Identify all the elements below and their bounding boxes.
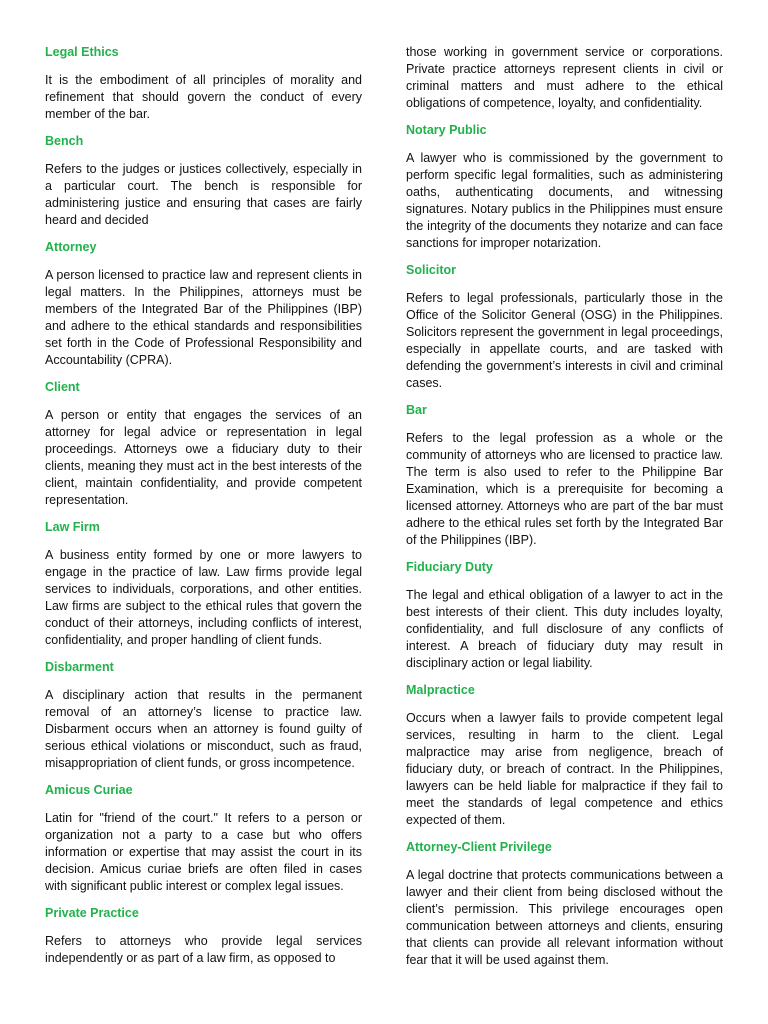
term-heading: Attorney-Client Privilege: [406, 840, 552, 854]
term-definition: The legal and ethical obligation of a lawyer to act in the best interests of their client. This duty includes loyalty, confidentiality, and full disclosure of any conflicts of interest. A breach of fiduciary duty may result in disciplinary action or legal liability.: [406, 588, 723, 670]
term-definition: Occurs when a lawyer fails to provide competent legal services, resulting in harm to the client. Legal malpractice may arise from negligence, breach of fiduciary duty, or breach of contract. In the Philippines, lawyers can be held liable for malpractice if they fail to meet the standards of legal competence and ethics expected of them.: [406, 711, 723, 827]
term-heading: Law Firm: [45, 520, 100, 534]
term-definition: A legal doctrine that protects communications between a lawyer and their client from being disclosed without the client’s permission. This privilege encourages open communication between attorneys and clients, ensuring that clients can provide all relevant information without fear that it will be used against them.: [406, 868, 723, 967]
glossary-entry: [45, 782, 362, 895]
term-heading: Amicus Curiae: [45, 783, 133, 797]
term-heading: Private Practice: [45, 906, 139, 920]
glossary-entry: [45, 659, 362, 772]
term-definition: It is the embodiment of all principles of morality and refinement that should govern the conduct of every member of the bar.: [45, 73, 362, 121]
glossary-entry: [45, 905, 362, 967]
continued-definition: those working in government service or corporations. Private practice attorneys represent clients in civil or criminal matters and must adhere to the ethical obligations of competence, loyalty, and confidentiality.: [406, 45, 723, 110]
term-heading: Fiduciary Duty: [406, 560, 493, 574]
term-definition: A lawyer who is commissioned by the government to perform specific legal formalities, such as administering oaths, authenticating documents, and witnessing signatures. Notary publics in the Philippines must ensure the integrity of the documents they notarize and can face sanctions for improper notarization.: [406, 151, 723, 250]
glossary-entry: [45, 133, 362, 229]
term-heading: Client: [45, 380, 80, 394]
glossary-entry: [45, 379, 362, 509]
term-heading: Bench: [45, 134, 84, 148]
term-definition: A person licensed to practice law and represent clients in legal matters. In the Philippines, attorneys must be members of the Integrated Bar of the Philippines (IBP) and adhere to the ethical standards and responsibilities set forth in the Code of Professional Responsibility and Accountability (CPRA).: [45, 268, 362, 367]
term-definition: Refers to the judges or justices collectively, especially in a particular court. The bench is responsible for administering justice and ensuring that cases are fairly heard and decided: [45, 162, 362, 227]
glossary-entry: [406, 402, 723, 549]
term-heading: Notary Public: [406, 123, 487, 137]
term-definition: A disciplinary action that results in the permanent removal of an attorney’s license to practice law. Disbarment occurs when an attorney is found guilty of serious ethical violations or misconduct, such as fraud, misappropriation of client funds, or gross incompetence.: [45, 688, 362, 770]
term-heading: Solicitor: [406, 263, 457, 277]
glossary-entry: [45, 239, 362, 369]
left-column: [45, 44, 362, 977]
glossary-entry: [406, 122, 723, 252]
term-definition: Refers to attorneys who provide legal services independently or as part of a law firm, as opposed to: [45, 934, 362, 965]
term-heading: Disbarment: [45, 660, 114, 674]
glossary-entry: [45, 44, 362, 123]
glossary-entry: [406, 559, 723, 672]
glossary-entry: [406, 682, 723, 829]
term-definition: A business entity formed by one or more lawyers to engage in the practice of law. Law firms provide legal services to individuals, corporations, and other entities. Law firms are subject to the ethical rules that govern the conduct of their attorneys, including conflicts of interest, confidentiality, and proper handling of client funds.: [45, 548, 362, 647]
term-definition: Refers to the legal profession as a whole or the community of attorneys who are licensed to practice law. The term is also used to refer to the Philippine Bar Examination, which is a prerequisite for becoming a licensed attorney. Attorneys who are part of the bar must adhere to the ethical rules set forth by the Integrated Bar of the Philippines (IBP).: [406, 431, 723, 547]
term-definition: Refers to legal professionals, particularly those in the Office of the Solicitor General (OSG) in the Philippines. Solicitors represent the government in legal proceedings, especially in appellate courts, and are tasked with defending the government’s interests in civil and criminal cases.: [406, 291, 723, 390]
term-definition: Latin for "friend of the court." It refers to a person or organization not a party to a case but who offers information or expertise that may assist the court in its decision. Amicus curiae briefs are often filed in cases with significant public interest or complex legal issues.: [45, 811, 362, 893]
term-definition: A person or entity that engages the services of an attorney for legal advice or representation in legal proceedings. Attorneys owe a fiduciary duty to their clients, meaning they must act in the best interests of the client, maintain confidentiality, and provide competent representation.: [45, 408, 362, 507]
term-heading: Malpractice: [406, 683, 475, 697]
glossary-entry: [45, 519, 362, 649]
term-heading: Attorney: [45, 240, 97, 254]
glossary-entry: [406, 839, 723, 969]
term-heading: Legal Ethics: [45, 45, 119, 59]
term-heading: Bar: [406, 403, 427, 417]
right-column: [406, 44, 723, 979]
glossary-entry: [406, 262, 723, 392]
